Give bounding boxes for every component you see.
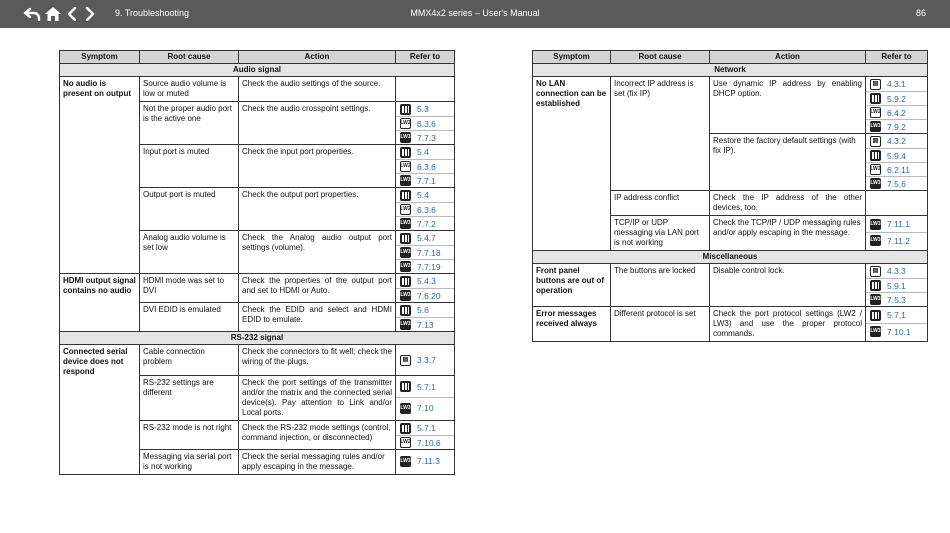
table-row: [533, 307, 928, 342]
col-symptom: Symptom: [60, 51, 140, 64]
refer-cell: [396, 274, 455, 303]
cause-cell: IP address conflict: [611, 191, 710, 216]
reference-link[interactable]: LW3 7.11.2: [866, 232, 927, 248]
cause-cell: Output port is muted: [140, 188, 239, 231]
web-ui-icon: [400, 305, 411, 316]
section-network: Network: [533, 64, 928, 77]
web-ui-icon: [870, 280, 881, 291]
lw2-icon: LW2: [870, 107, 881, 118]
col-action: Action: [239, 51, 396, 64]
top-bar: [0, 0, 950, 28]
refer-cell: [396, 450, 455, 475]
refer-cell: [396, 303, 455, 332]
reference-link[interactable]: 5.9.4: [866, 148, 927, 162]
refer-cell: [866, 77, 928, 134]
reference-link[interactable]: LW2 6.3.6: [396, 116, 454, 130]
reference-link[interactable]: LW3 7.7.19: [396, 259, 454, 273]
cause-cell: The buttons are locked: [611, 264, 710, 307]
document-icon: ▤: [870, 136, 881, 147]
reference-link[interactable]: LW3 7.5.6: [866, 176, 927, 190]
symptom-cell: HDMI output signal contains no audio: [60, 274, 140, 332]
lw3-icon: LW3: [400, 290, 411, 301]
refer-cell: [866, 307, 928, 342]
cause-cell: Input port is muted: [140, 145, 239, 188]
reference-link[interactable]: LW3 7.10.1: [866, 323, 927, 339]
document-icon: ▤: [870, 266, 881, 277]
col-root-cause: Root cause: [611, 51, 710, 64]
reference-link[interactable]: LW3 7.10: [396, 397, 454, 418]
refer-cell: [396, 345, 455, 376]
reference-link[interactable]: ▤ 4.3.3: [866, 264, 927, 278]
refer-cell: [866, 264, 928, 307]
refer-cell: [396, 77, 455, 102]
cause-cell: Source audio volume is low or muted: [140, 77, 239, 102]
reference-link[interactable]: LW3 7.7.3: [396, 130, 454, 144]
action-cell: Check the RS-232 mode settings (control, command injection, or disconnected): [239, 421, 396, 450]
symptom-cell: No audio is present on output: [60, 77, 140, 274]
reference-link[interactable]: LW3 7.11.3: [400, 456, 441, 466]
reference-link[interactable]: LW3 7.13: [396, 317, 454, 331]
lw2-icon: LW2: [400, 204, 411, 215]
reference-link[interactable]: LW2 6.4.2: [866, 105, 927, 119]
refer-cell: [396, 145, 455, 188]
reference-link[interactable]: LW2 6.2.11: [866, 162, 927, 176]
cause-cell: TCP/IP or UDP messaging via LAN port is not working: [611, 216, 710, 251]
refer-cell: [396, 376, 455, 421]
reference-link[interactable]: 5.7.1: [396, 376, 454, 397]
lw3-icon: LW3: [870, 294, 881, 305]
document-icon: ▤: [870, 79, 881, 90]
col-action: Action: [710, 51, 866, 64]
action-cell: Check the serial messaging rules and/or apply escaping in the message.: [239, 450, 396, 475]
cause-cell: Messaging via serial port is not working: [140, 450, 239, 475]
action-cell: Restore the factory default settings (with fix IP).: [710, 134, 866, 191]
cause-cell: Different protocol is set: [611, 307, 710, 342]
cause-cell: Cable connection problem: [140, 345, 239, 376]
action-cell: Check the output port properties.: [239, 188, 396, 231]
lw3-icon: LW3: [400, 218, 411, 229]
lw3-icon: LW3: [400, 132, 411, 143]
refer-cell: [396, 102, 455, 145]
reference-link[interactable]: LW3 7.11.1: [870, 219, 911, 229]
lw3-icon: LW3: [400, 319, 411, 330]
reference-link[interactable]: LW3 7.7.1: [396, 173, 454, 187]
reference-link[interactable]: 5.7.1: [396, 421, 454, 435]
refer-cell: [396, 231, 455, 274]
cause-cell: Not the proper audio port is the active one: [140, 102, 239, 145]
table-row: [60, 274, 455, 303]
refer-cell: [866, 191, 928, 216]
web-ui-icon: [400, 276, 411, 287]
reference-link[interactable]: LW3 7.9.2: [866, 119, 927, 133]
lw3-icon: LW3: [870, 121, 881, 132]
action-cell: Check the audio crosspoint settings.: [239, 102, 396, 145]
web-ui-icon: [870, 150, 881, 161]
troubleshooting-table-left: [59, 50, 455, 475]
reference-link[interactable]: LW2 7.10.6: [396, 435, 454, 449]
page-number: 86: [915, 8, 926, 18]
lw2-icon: LW2: [400, 118, 411, 129]
reference-link[interactable]: ▤ 4.3.2: [866, 134, 927, 148]
refer-cell: [396, 188, 455, 231]
col-refer-to: Refer to: [866, 51, 928, 64]
section-title: 9. Troubleshooting: [115, 8, 190, 18]
section-miscellaneous: Miscellaneous: [533, 251, 928, 264]
cause-cell: RS-232 settings are different: [140, 376, 239, 421]
col-refer-to: Refer to: [396, 51, 455, 64]
reference-link[interactable]: 5.9.2: [866, 91, 927, 105]
col-symptom: Symptom: [533, 51, 611, 64]
lw3-icon: LW3: [400, 247, 411, 258]
refer-cell: [396, 421, 455, 450]
web-ui-icon: [400, 104, 411, 115]
lw2-icon: LW2: [870, 164, 881, 175]
web-ui-icon: [870, 93, 881, 104]
symptom-cell: Error messages received always: [533, 307, 611, 342]
document-icon: ▤: [400, 355, 411, 366]
web-ui-icon: [400, 147, 411, 158]
action-cell: Check the EDID and select and HDMI EDID to emulate.: [239, 303, 396, 332]
reference-link[interactable]: LW2 6.3.6: [396, 159, 454, 173]
section-rs232-signal: RS-232 signal: [60, 332, 455, 345]
action-cell: Check the port protocol settings (LW2 / LW3) and use the proper protocol commands.: [710, 307, 866, 342]
reference-link[interactable]: LW3 7.7.2: [396, 216, 454, 230]
web-ui-icon: [400, 381, 411, 392]
reference-link[interactable]: 5.4.7: [396, 231, 454, 245]
reference-link[interactable]: 5.6: [396, 303, 454, 317]
action-cell: Check the connectors to fit well; check the wiring of the plugs.: [239, 345, 396, 376]
lw3-icon: LW3: [870, 326, 881, 337]
table-row: [60, 77, 455, 102]
col-root-cause: Root cause: [140, 51, 239, 64]
reference-link[interactable]: 5.4.3: [396, 274, 454, 288]
lw2-icon: LW2: [400, 437, 411, 448]
symptom-cell: Front panel buttons are out of operation: [533, 264, 611, 307]
reference-link[interactable]: 5.3: [396, 102, 454, 116]
reference-link[interactable]: LW3 7.7.18: [396, 245, 454, 259]
table-row: [60, 345, 455, 376]
reference-link[interactable]: 5.4: [396, 188, 454, 202]
lw3-icon: LW3: [400, 175, 411, 186]
action-cell: Check the properties of the output port and set to HDMI or Auto.: [239, 274, 396, 303]
table-row: [533, 264, 928, 307]
lw3-icon: LW3: [870, 235, 881, 246]
cause-cell: Incorrect IP address is set (fix IP): [611, 77, 710, 191]
refer-cell: [866, 216, 928, 251]
header-row: [533, 51, 928, 64]
web-ui-icon: [400, 423, 411, 434]
table-row: [533, 77, 928, 134]
action-cell: Check the port settings of the transmitter and/or the matrix and the connected serial device(s). Pay attention to Link and/or Local ports.: [239, 376, 396, 421]
reference-link[interactable]: ▤ 4.3.1: [866, 77, 927, 91]
action-cell: Check the Analog audio output port settings (volume).: [239, 231, 396, 274]
lw2-icon: LW2: [400, 161, 411, 172]
reference-link[interactable]: LW3 7.5.3: [866, 292, 927, 306]
reference-link[interactable]: ▤ 3.3.7: [396, 345, 454, 375]
lw3-icon: LW3: [400, 261, 411, 272]
troubleshooting-table-right: [532, 50, 928, 342]
lw3-icon: LW3: [870, 178, 881, 189]
web-ui-icon: [400, 190, 411, 201]
lw3-icon: LW3: [870, 219, 881, 230]
reference-link[interactable]: 5.4: [396, 145, 454, 159]
cause-cell: DVI EDID is emulated: [140, 303, 239, 332]
web-ui-icon: [870, 310, 881, 321]
symptom-cell: No LAN connection can be established: [533, 77, 611, 251]
reference-link[interactable]: 5.7.1: [866, 307, 927, 323]
reference-link[interactable]: LW2 6.3.6: [396, 202, 454, 216]
document-title: MMX4x2 series – User's Manual: [410, 8, 540, 18]
action-cell: Check the IP address of the other devices, too.: [710, 191, 866, 216]
cause-cell: HDMI mode was set to DVI: [140, 274, 239, 303]
symptom-cell: Connected serial device does not respond: [60, 345, 140, 475]
action-cell: Use dynamic IP address by enabling DHCP option.: [710, 77, 866, 134]
action-cell: Disable control lock.: [710, 264, 866, 307]
action-cell: Check the input port properties.: [239, 145, 396, 188]
reference-link[interactable]: LW3 7.6.20: [396, 288, 454, 302]
lw3-icon: LW3: [400, 456, 411, 467]
action-cell: Check the audio settings of the source.: [239, 77, 396, 102]
lw3-icon: LW3: [400, 403, 411, 414]
refer-cell: [866, 134, 928, 191]
section-audio-signal: Audio signal: [60, 64, 455, 77]
reference-link[interactable]: 5.9.1: [866, 278, 927, 292]
header-row: [60, 51, 455, 64]
cause-cell: RS-232 mode is not right: [140, 421, 239, 450]
web-ui-icon: [400, 233, 411, 244]
cause-cell: Analog audio volume is set low: [140, 231, 239, 274]
action-cell: Check the TCP/IP / UDP messaging rules and/or apply escaping in the message.: [710, 216, 866, 251]
